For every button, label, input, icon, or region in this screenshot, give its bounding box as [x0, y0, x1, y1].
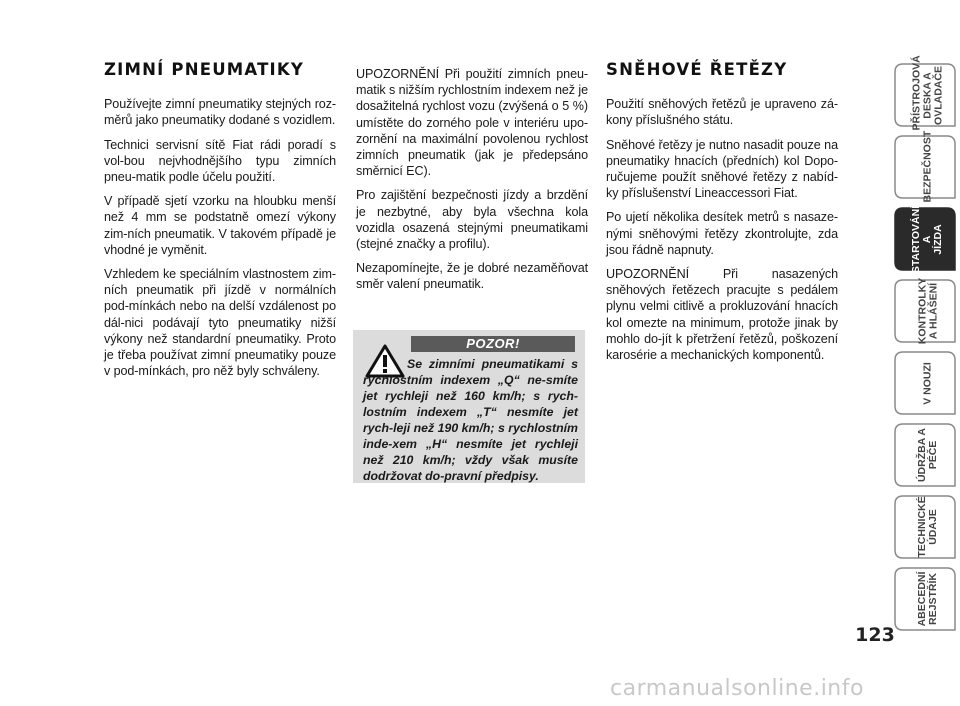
tab-dashboard-controls[interactable] [855, 54, 957, 130]
tab-label: KONTROLKY A HLÁŠENÍ [916, 277, 939, 345]
warning-title: POZOR! [411, 336, 575, 352]
paragraph: UPOZORNĚNÍ Při použití zimních pneu-matik s nižším rychlostním indexem než je dosažitelná rychlost vozu (zvýšená o 5 %) umístěte do zorného pole v interiéru upo-zornění na maximální povolenou rychlost zimních pneumatik (jak je předepsáno směrnicí EC). [356, 67, 588, 179]
watermark-footer: carmanualsonline.info [610, 676, 864, 701]
left-column [104, 62, 336, 387]
tab-label: PŘÍSTROJOVÁ DESKA A OVLADAČE [910, 54, 945, 130]
paragraph: Použití sněhových řetězů je upraveno zá-kony příslušného státu. [606, 97, 838, 128]
paragraph: V případě sjetí vzorku na hloubku menší než 4 mm se podstatně omezí výkony zim-ních pneumatik. V takovém případě je vhodné je vyměnit. [104, 194, 336, 257]
tab-index[interactable] [855, 566, 957, 632]
tab-label: ABECEDNÍ REJSTŘÍK [916, 571, 939, 627]
tab-safety[interactable] [855, 130, 957, 202]
tab-label: STARTOVÁNÍ A JÍZDA [910, 205, 945, 273]
section-heading-snow-chains: SNĚHOVÉ ŘETĚZY [606, 60, 788, 79]
tab-starting-driving[interactable] [855, 206, 957, 272]
page-number: 123 [855, 624, 895, 646]
tab-emergency[interactable] [855, 350, 957, 416]
paragraph: Vzhledem ke speciálním vlastnostem zim-ních pneumatik při jízdě v normálních pod-mínkách nebo na delší vzdálenost po dál-nici podávají tyto pneumatiky nižší výkony než standardní pneumatiky. Proto je třeba používat zimní pneumatiky pouze v pod-mínkách, pro něž byly schváleny. [104, 267, 336, 379]
tab-warning-lights[interactable] [855, 278, 957, 344]
paragraph: Nezapomínejte, že je dobré nezaměňovat směr valení pneumatik. [356, 261, 588, 292]
tab-label: V NOUZI [921, 361, 934, 405]
paragraph: Pro zajištění bezpečnosti jízdy a brzdění je nezbytné, aby byla všechna kola vozidla osazená stejnými pneumatikami (stejné značky a profilu). [356, 188, 588, 252]
paragraph: Sněhové řetězy je nutno nasadit pouze na pneumatiky hnacích (předních) kol Dopo-ručujeme použít sněhové řetězy z nabíd-ky příslušenství Lineaccessori Fiat. [606, 137, 838, 201]
tab-technical-data[interactable] [855, 494, 957, 560]
right-column [606, 62, 838, 371]
tab-label: ÚDRŽBA A PÉČE [916, 427, 939, 483]
paragraph: UPOZORNĚNÍ Při nasazených sněhových řetězech pracujte s pedálem plynu velmi citlivě a prokluzování hnacích kol omezte na minimum, protože jinak by mohlo do-jít k přetržení řetězů, poškození karosérie a mechanických komponentů. [606, 267, 838, 363]
paragraph: Používejte zimní pneumatiky stejných roz-měrů jako pneumatiky dodané s vozidlem. [104, 97, 336, 128]
paragraph: Technici servisní sítě Fiat rádi poradí s vol-bou nejvhodnějšího typu zimních pneu-matik podle účelu použití. [104, 137, 336, 185]
tab-maintenance[interactable] [855, 422, 957, 488]
warning-text: Se zimními pneumatikami s rychlostním indexem „Q“ ne-smíte jet rychleji než 160 km/h; s rych-lostním indexem „T“ nesmíte jet rych-leji než 190 km/h; s rychlostním inde-xem „H“ nesmíte jet rychleji než 210 km/h; vždy však musíte dodržovat do-pravní předpisy. [363, 357, 578, 483]
tab-label: TECHNICKÉ ÚDAJE [916, 496, 939, 558]
paragraph: Po ujetí několika desítek metrů s nasaze-nými sněhovými řetězy zkontrolujte, zda jsou řádně napnuty. [606, 210, 838, 257]
section-heading-winter-tires: ZIMNÍ PNEUMATIKY [104, 60, 305, 79]
tab-label: BEZPEČNOST [921, 130, 934, 202]
middle-column [356, 66, 588, 301]
warning-box [353, 330, 585, 483]
